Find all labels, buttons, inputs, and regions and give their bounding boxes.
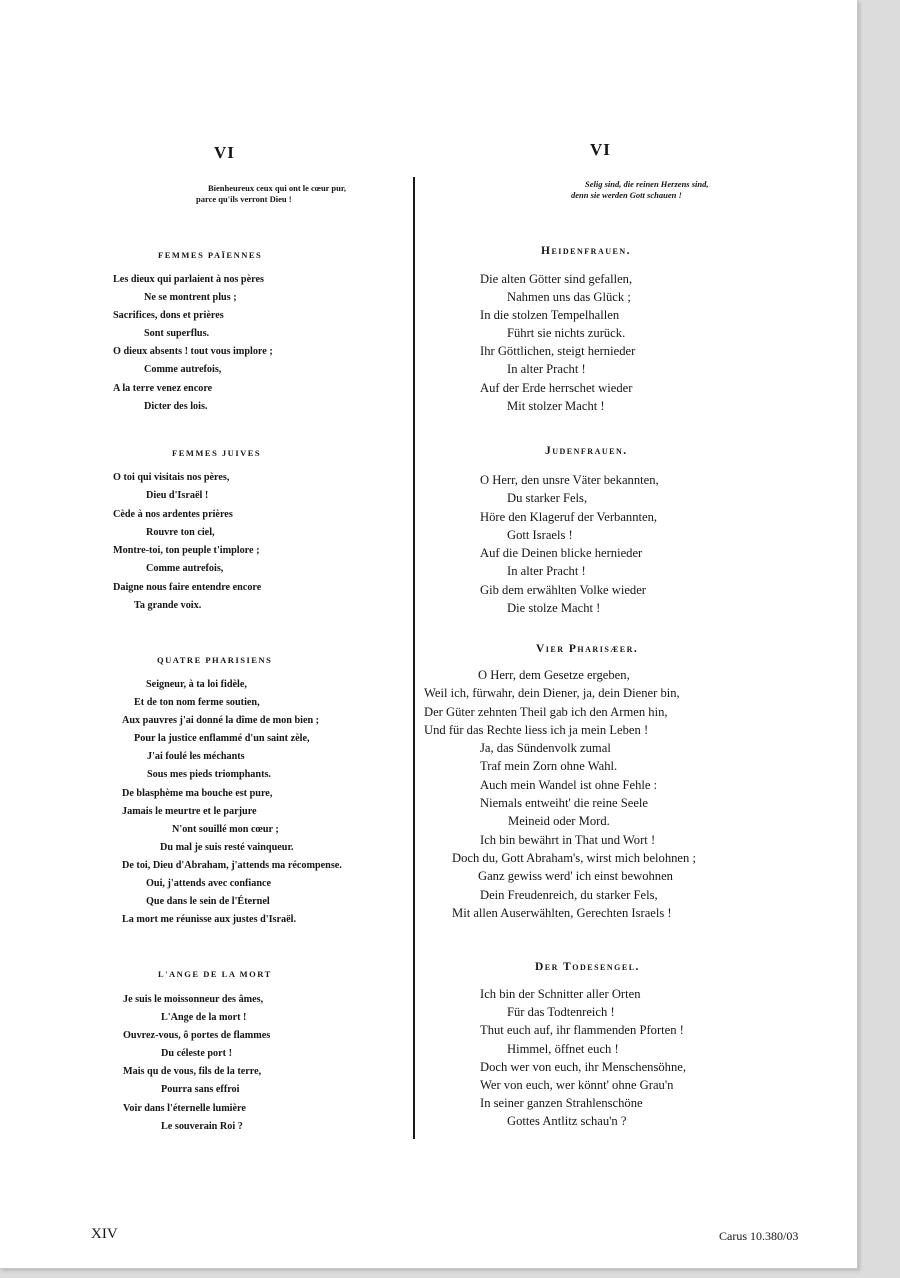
verse-line: Nahmen uns das Glück ; (507, 290, 631, 305)
verse-line: Comme autrefois, (144, 364, 222, 376)
verse-line: Pour la justice enflammé d'un saint zèle, (134, 733, 310, 745)
german-numeral: VI (590, 140, 611, 159)
verse-line: Je suis le moissonneur des âmes, (123, 994, 264, 1005)
verse-line: Du céleste port ! (161, 1048, 233, 1060)
german-stanza-heidenfrauen (480, 270, 635, 415)
verse-line: Ganz gewiss werd' ich einst bewohnen (478, 869, 673, 884)
verse-line: Dicter des lois. (144, 400, 208, 412)
verse-line: O Herr, den unsre Väter bekannten, (480, 473, 659, 487)
verse-line: O toi qui visitais nos pères, (113, 472, 230, 483)
german-stanza-judenfrauen (480, 471, 659, 617)
verse-line: O Herr, dem Gesetze ergeben, (478, 668, 630, 682)
verse-line: Dein Freudenreich, du starker Fels, (480, 887, 658, 902)
verse-line: Führt sie nichts zurück. (507, 326, 626, 341)
verse-line: In seiner ganzen Strahlenschöne (480, 1096, 643, 1111)
page-number: XIV (91, 1226, 118, 1242)
german-heading-vier-pharisaeer: Vier Pharisæer. (536, 643, 639, 655)
verse-line: Doch du, Gott Abraham's, wirst mich belohnen ; (452, 850, 696, 865)
verse-line: In alter Pracht ! (507, 362, 586, 377)
verse-line: Dieu d'Israël ! (146, 490, 209, 502)
verse-line: Die stolze Macht ! (507, 601, 601, 616)
verse-line: De blasphème ma bouche est pure, (122, 787, 273, 799)
verse-line: Höre den Klageruf der Verbannten, (480, 509, 658, 524)
verse-line: Mais qu de vous, fils de la terre, (123, 1066, 262, 1078)
verse-line: Ja, das Sündenvolk zumal (480, 741, 611, 756)
verse-line: Du starker Fels, (507, 491, 588, 506)
french-epigraph-line: Bienheureux ceux qui ont le cœur pur, (208, 183, 346, 193)
verse-line: Die alten Götter sind gefallen, (480, 272, 633, 286)
german-heading-judenfrauen: Judenfrauen. (545, 445, 628, 457)
verse-line: Du mal je suis resté vainqueur. (160, 841, 294, 853)
verse-line: Auch mein Wandel ist ohne Fehle : (480, 777, 658, 792)
verse-line: Que dans le sein de l'Éternel (146, 896, 270, 908)
verse-line: Comme autrefois, (146, 563, 224, 575)
verse-line: Ne se montrent plus ; (144, 292, 237, 304)
verse-line: J'ai foulé les méchants (147, 751, 245, 763)
german-epigraph (571, 179, 709, 201)
verse-line: Ich bin der Schnitter aller Orten (480, 987, 641, 1001)
verse-line: Himmel, öffnet euch ! (507, 1041, 619, 1056)
verse-line: Gottes Antlitz schau'n ? (507, 1114, 627, 1129)
verse-line: Für das Todtenreich ! (507, 1005, 615, 1020)
verse-line: Auf der Erde herrschet wieder (480, 380, 633, 395)
verse-line: Ihr Göttlichen, steigt hernieder (480, 344, 636, 359)
verse-line: In die stolzen Tempelhallen (480, 308, 620, 323)
verse-line: Gott Israels ! (507, 527, 573, 542)
german-heading-todesengel: Der Todesengel. (535, 961, 640, 973)
german-heading-heidenfrauen: Heidenfrauen. (541, 245, 631, 257)
verse-line: Thut euch auf, ihr flammenden Pforten ! (480, 1023, 684, 1038)
french-heading-quatre-pharisiens: QUATRE PHARISIENS (157, 655, 273, 665)
french-stanza-femmes-paiennes (113, 271, 273, 416)
verse-line: Seigneur, à ta loi fidèle, (146, 679, 247, 690)
verse-line: In alter Pracht ! (507, 564, 586, 579)
verse-line: Pourra sans effroi (161, 1084, 240, 1096)
verse-line: Mit stolzer Macht ! (507, 398, 605, 413)
verse-line: Gib dem erwählten Volke wieder (480, 582, 647, 597)
verse-line: Oui, j'attends avec confiance (146, 878, 272, 890)
verse-line: Cède à nos ardentes prières (113, 508, 233, 520)
german-epigraph-line: Selig sind, die reinen Herzens sind, (585, 179, 709, 189)
verse-line: Sacrifices, dons et prières (113, 310, 224, 322)
verse-line: O dieux absents ! tout vous implore ; (113, 346, 273, 358)
verse-line: Ouvrez-vous, ô portes de flammes (123, 1030, 271, 1042)
verse-line: Mit allen Auserwählten, Gerechten Israels ! (452, 905, 672, 920)
french-heading-ange-de-la-mort: L'ANGE DE LA MORT (158, 969, 272, 979)
verse-line: Voir dans l'éternelle lumière (123, 1102, 246, 1114)
french-epigraph (196, 183, 346, 205)
verse-line: A la terre venez encore (113, 382, 213, 394)
verse-line: De toi, Dieu d'Abraham, j'attends ma récompense. (122, 859, 342, 871)
verse-line: Montre-toi, ton peuple t'implore ; (113, 545, 260, 557)
verse-line: Wer von euch, wer könnt' ohne Grau'n (480, 1078, 674, 1093)
french-heading-femmes-juives: FEMMES JUIVES (172, 448, 262, 458)
column-divider (413, 177, 415, 1139)
verse-line: Le souverain Roi ? (161, 1120, 243, 1132)
verse-line: Daigne nous faire entendre encore (113, 581, 262, 593)
verse-line: Niemals entweiht' die reine Seele (480, 796, 649, 811)
verse-line: Doch wer von euch, ihr Menschensöhne, (480, 1059, 686, 1074)
german-epigraph-line: denn sie werden Gott schauen ! (571, 190, 682, 200)
verse-line: Und für das Rechte liess ich ja mein Leben ! (424, 722, 649, 737)
german-stanza-vier-pharisaeer (424, 666, 696, 922)
verse-line: N'ont souillé mon cœur ; (172, 823, 279, 835)
french-numeral: VI (214, 143, 235, 162)
verse-line: Jamais le meurtre et le parjure (122, 805, 257, 817)
verse-line: Auf die Deinen blicke hernieder (480, 546, 643, 561)
french-stanza-femmes-juives (113, 469, 261, 615)
french-epigraph-line: parce qu'ils verront Dieu ! (196, 194, 292, 204)
verse-line: Les dieux qui parlaient à nos pères (113, 274, 264, 285)
verse-line: Meineid oder Mord. (508, 814, 610, 829)
french-stanza-quatre-pharisiens (122, 676, 342, 929)
verse-line: La mort me réunisse aux justes d'Israël. (122, 914, 297, 926)
french-heading-femmes-paiennes: FEMMES PAÏENNES (158, 250, 263, 260)
verse-line: Der Güter zehnten Theil gab ich den Armen hin, (424, 704, 668, 719)
verse-line: Et de ton nom ferme soutien, (134, 697, 260, 709)
verse-line: L'Ange de la mort ! (161, 1012, 247, 1024)
verse-line: Rouvre ton ciel, (146, 526, 215, 538)
verse-line: Aux pauvres j'ai donné la dîme de mon bien ; (122, 715, 320, 727)
verse-line: Ta grande voix. (134, 600, 202, 612)
french-stanza-ange-de-la-mort (123, 991, 270, 1136)
verse-line: Sous mes pieds triomphants. (147, 769, 271, 781)
catalog-number: Carus 10.380/03 (719, 1229, 799, 1243)
verse-line: Ich bin bewährt in That und Wort ! (480, 832, 656, 847)
verse-line: Weil ich, fürwahr, dein Diener, ja, dein Diener bin, (424, 686, 680, 701)
verse-line: Sont superflus. (144, 328, 210, 340)
verse-line: Traf mein Zorn ohne Wahl. (480, 759, 618, 774)
german-stanza-todesengel (480, 985, 686, 1131)
